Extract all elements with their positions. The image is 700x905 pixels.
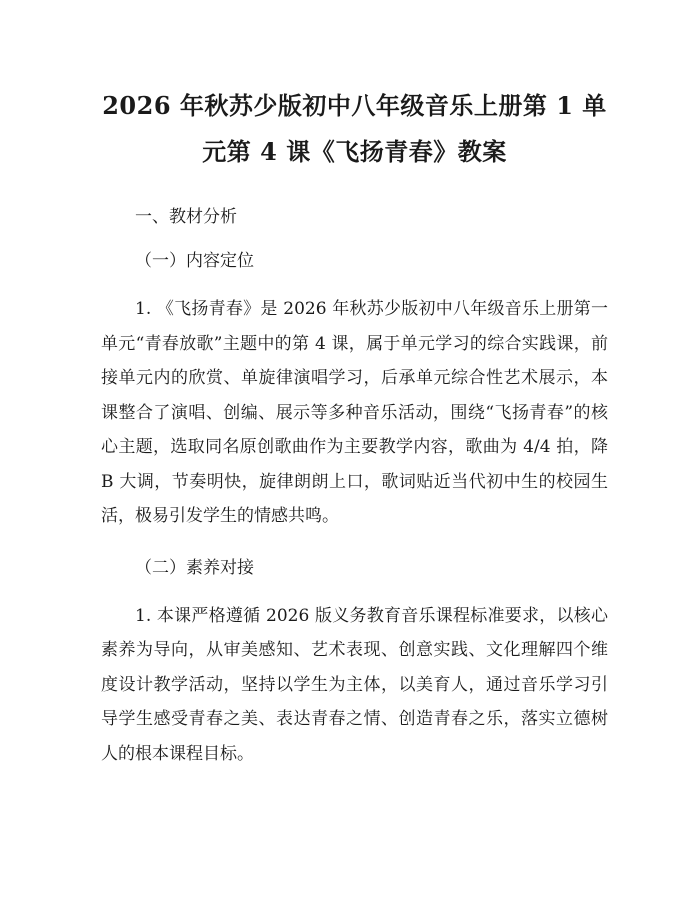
- paragraph-literacy-alignment: 1. 本课严格遵循 2026 版义务教育音乐课程标准要求，以核心素养为导向，从审美感知、艺术表现、创意实践、文化理解四个维度设计教学活动，坚持以学生为主体，以美育人，通过音乐学习引导学生感受青春之美、表达青春之情、创造青春之乐，落实立德树人的根本课程目标。: [101, 605, 608, 764]
- section-heading-teaching-material-analysis: 一、教材分析: [135, 207, 237, 227]
- title-line-1: 2026 年秋苏少版初中八年级音乐上册第 1 单: [102, 91, 607, 120]
- title-line-2: 元第 4 课《飞扬青春》教案: [202, 137, 507, 166]
- subsection-heading-literacy-alignment: （二）素养对接: [135, 557, 254, 578]
- paragraph-content-positioning: 1. 《飞扬青春》是 2026 年秋苏少版初中八年级音乐上册第一单元“青春放歌”主题中的第 4 课，属于单元学习的综合实践课，前接单元内的欣赏、单旋律演唱学习，后承单元综合性艺术展示，本课整合了演唱、创编、展示等多种音乐活动，围绕“飞扬青春”的核心主题，选取同名原创歌曲作为主要教学内容，歌曲为 4/4 拍，降 B 大调，节奏明快，旋律朗朗上口，歌词贴近当代初中生的校园生活，极易引发学生的情感共鸣。: [101, 299, 608, 526]
- document-title: [101, 83, 608, 175]
- subsection-heading-content-positioning: （一）内容定位: [135, 251, 254, 271]
